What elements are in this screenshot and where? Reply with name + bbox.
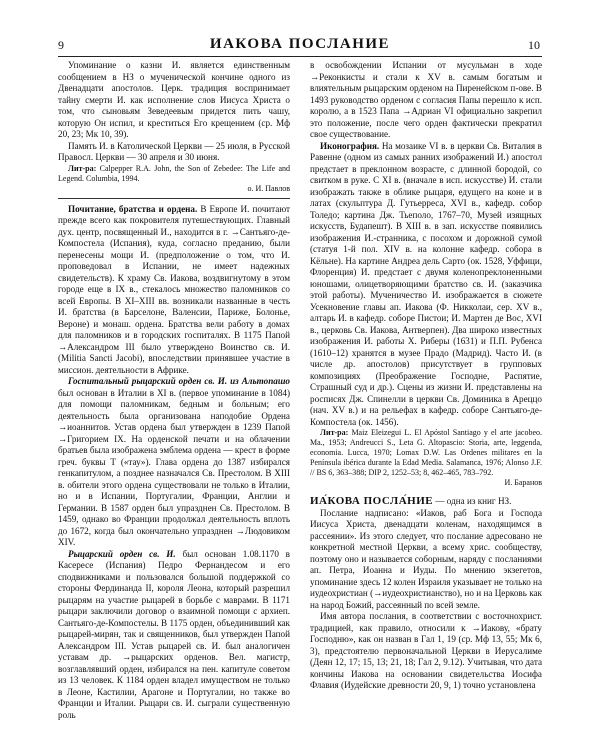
paragraph-feast-days: Память И. в Католической Церкви — 25 июля, в Русской Правосл. Церкви — 30 апреля и 30 июня.	[58, 140, 290, 162]
paragraph-altopascio-order	[58, 376, 290, 549]
literature-note	[310, 428, 542, 478]
left-column	[58, 60, 290, 721]
paragraph-veneration	[58, 204, 290, 377]
order-heading: Госпитальный рыцарский орден св. И. из Альтопашо	[68, 376, 290, 386]
section-divider	[58, 198, 290, 199]
paragraph-epistle-author: Имя автора послания, в соответствии с восточнохрист. традицией, как правило, относили к →Иакову, «брату Господню», как он назван в Гал 1, 19 (ср. Мф 13, 55; Мк 6, 3), предстоятелю первоначальной Церкви в Иерусалиме (Деян 12, 17; 15, 13; 21, 18; Гал 2, 9.12). Учитывая, что дата кончины Иакова на основании свидетельства Иосифа Флавия (Иудейские древности 20, 9, 1) точно установлена	[310, 611, 542, 690]
section-heading: Почитание, братства и ордена.	[68, 203, 198, 214]
paragraph-continuation: в освобождении Испании от мусульман в ходе →Реконкисты и стали к XV в. самым богатым и влиятельным рыцарским орденом на Пиренейском п-ове. В 1493 руководство орденом с согласия Папы перешло к исп. королю, а в 1523 Папа →Адриан VI официально закрепил это положение, после чего орден фактически прекратил свое существование.	[310, 60, 542, 139]
author-signature: И. Баранов	[504, 478, 542, 487]
literature-text: Calpepper R.A. John, the Son of Zebedee: The Life and Legend. Columbia, 1994.	[58, 163, 291, 183]
paragraph-martyrdom: Упоминание о казни И. является единственным сообщением в НЗ о мученической кончине одного из Двенадцати апостолов. Церк. традиция воспринимает тайну смерти И. как исполнение слов Иисуса Христа о том, что сыновьям Зеведеевым придется пить чашу, которую Он испил, и креститься Его крещением (ср. Мф 20, 23; Мк 10, 39).	[58, 60, 290, 139]
veneration-text: В Европе И. почитают прежде всего как покровителя путешествующих. Главный дух. центр, посвященный И., находится в г. →Сантьяго-де-Компостела (Испания), куда, согласно преданию, были перенесены мощи И. (предположение о том, что И. проповедовал в Испании, не имеет надежных свидетельств). К храму Св. Иакова, воздвигнутому в этом городе еще в IX в., стекалось множество паломников со всей Европы. В XI–XIII вв. возникали названные в честь И. братства (в Барселоне, Валенсии, Париже, Болонье, Вероне) и монаш. ордена. Братства вели работу в домах для паломников и в городских госпиталях. В 1175 Папой →Александром III было утверждено Воинство св. И. (Militia Sancti Jacobi), впоследствии принявшее участие в миссион. деятельности в Африке.	[58, 203, 291, 375]
page-number-right: 10	[528, 38, 540, 52]
entry-title: ИА́КОВА ПОСЛА́НИЕ	[310, 495, 434, 507]
altopascio-text: был основан в Италии в XI в. (первое упоминание в 1084) для помощи паломникам, бедным и больным; его деятельность была организована наподобие Ордена →иоаннитов. Устав ордена был утвержден в 1239 Папой →Григорием IX. На орденской печати и на облачении братьев была изображена эмблема ордена — крест в форме греч. буквы Т («тау»). Глава ордена до 1387 избирался генкапитулом, а позднее назначался Св. Престолом. В XIII в. обители этого ордена существовали не только в Италии, но и в Испании, Португалии, Франции, Англии и Германии. В 1587 орден был упразднен Св. Престолом. В 1459, однако во Франции продолжал деятельность вплоть до 1672, когда был окончательно упразднен →Людовиком XIV.	[58, 387, 290, 547]
literature-label: Лит-ра:	[68, 163, 97, 173]
paragraph-knightly-order	[58, 549, 290, 722]
order-heading: Рыцарский орден св. И.	[68, 548, 176, 559]
entry-heading-line	[310, 496, 542, 508]
page-header	[0, 0, 600, 60]
right-column	[310, 60, 542, 692]
author-signature: о. И. Павлов	[247, 183, 290, 193]
page-number-left: 9	[58, 38, 64, 52]
literature-label: Лит-ра:	[320, 428, 349, 437]
paragraph-epistle-address: Послание надписано: «Иаков, раб Бога и Господа Иисуса Христа, двенадцати коленам, находящимся в рассеянии». Из этого следует, что послание адресовано не конкретной местной Церкви, а всему хрис. сообществу, поэтому оно и называется соборным, наряду с посланиями ап. Петра, Иоанна и Иуды. По мнению экзегетов, упоминание здесь 12 колен Израиля указывает не только на иудеохристиан (→иудеохристианство), но и на Церковь как на народ Божий, рассеянный по всей земле.	[310, 507, 542, 610]
literature-text: Maiz Eleizegui L. El Apóstol Santiago y el arte jacobeo. Ma., 1953; Andreucci S., Leta G. Altopascio: Storia, arte, leggenda, economia. Lucca, 1970; Lomax D.W. Las Ordenes militares en la Península ibérica durante la Edad Media. Salamanca, 1976; Alonso J.F. // BS 6, 363–388; DIP 2, 1252–53; 8, 462–465, 783–792.	[310, 428, 542, 477]
header-rule	[58, 56, 542, 57]
knightly-order-text: был основан 1.08.1170 в Касересе (Испания) Педро Фернандесом и его сподвижниками и пользовался большой поддержкой со стороны Фердинанда II, короля Леона, который разрешил рыцарям на участие рыцарей в борьбе с маврами. В 1171 рыцари заключили договор о взаимной помощи с архиеп. Сантьяго-де-Компостелы. В 1175 орден, объединивший как рыцарей-мирян, так и священников, был утвержден Папой Александром III. Устав рыцарей св. И. был аналогичен уставам др. →рыцарских орденов. Вел. магистр, возглавлявший орден, избирался на пен. капитуле советом из 13 человек. К 1184 орден владел имуществом не только в Леоне, Кастилии, Арагоне и Португалии, но также во Франции и Италии. Рыцари св. И. сыграли существенную роль	[58, 548, 290, 720]
running-title: ИАКОВА ПОСЛАНИЕ	[209, 36, 391, 52]
section-heading: Иконография.	[320, 140, 380, 151]
iconography-text: На мозаике VI в. в церкви Св. Виталия в Равенне (одном из самых ранних изображений И.) апостол предстает в преклонном возрасте, с длинной бородой, со свитком в руке. С XI в. (вначале в исп. искусстве) И. стали изображать также в облике рыцаря, едущего на коне и в латах (скульптура Д. Гутьерреса, XVI в., кафедр. собор Толедо; картина Дж. Тьеполо, 1767–70, Музей изящных искусств, Будапешт). В XIII в. в зап. искусстве появились изображения И.-странника, с посохом и дорожной сумой (статуя 1-й пол. XIV в. на колонне кафедр. собора в Кёльне). На картине Андреа дель Сарто (ок. 1528, Уффици, Флоренция) И. предстает с двумя коленопреклоненными юношами, олицетворяющими братство св. И. (заказчика этой работы). Мученичество И. изображается в сюжете Усекновение главы ап. Иакова (Ф. Никколаи, сер. XV в., алтарь И. в кафедр. соборе Пистои; И. Мартен де Вос, XVI в., церковь Св. Иакова, Антверпен). Два широко известных изображения И. работы Х. Риберы (1631) и П.П. Рубенса (1610–12) хранятся в музее Прадо (Мадрид). Часто И. (в числе др. апостолов) присутствует в групповых композициях (Преображение Господне, Распятие, Страшный суд и др.). Сцены из жизни И. представлены на росписях Дж. Спинелли в церкви Св. Доминика в Ареццо (нач. XV в.) и на рельефах в кафедр. соборе Сантьяго-де-Компостела (ок. 1456).	[310, 140, 542, 427]
entry-definition: — одна из книг НЗ.	[435, 496, 512, 506]
paragraph-iconography	[310, 141, 542, 429]
literature-note	[58, 164, 290, 184]
